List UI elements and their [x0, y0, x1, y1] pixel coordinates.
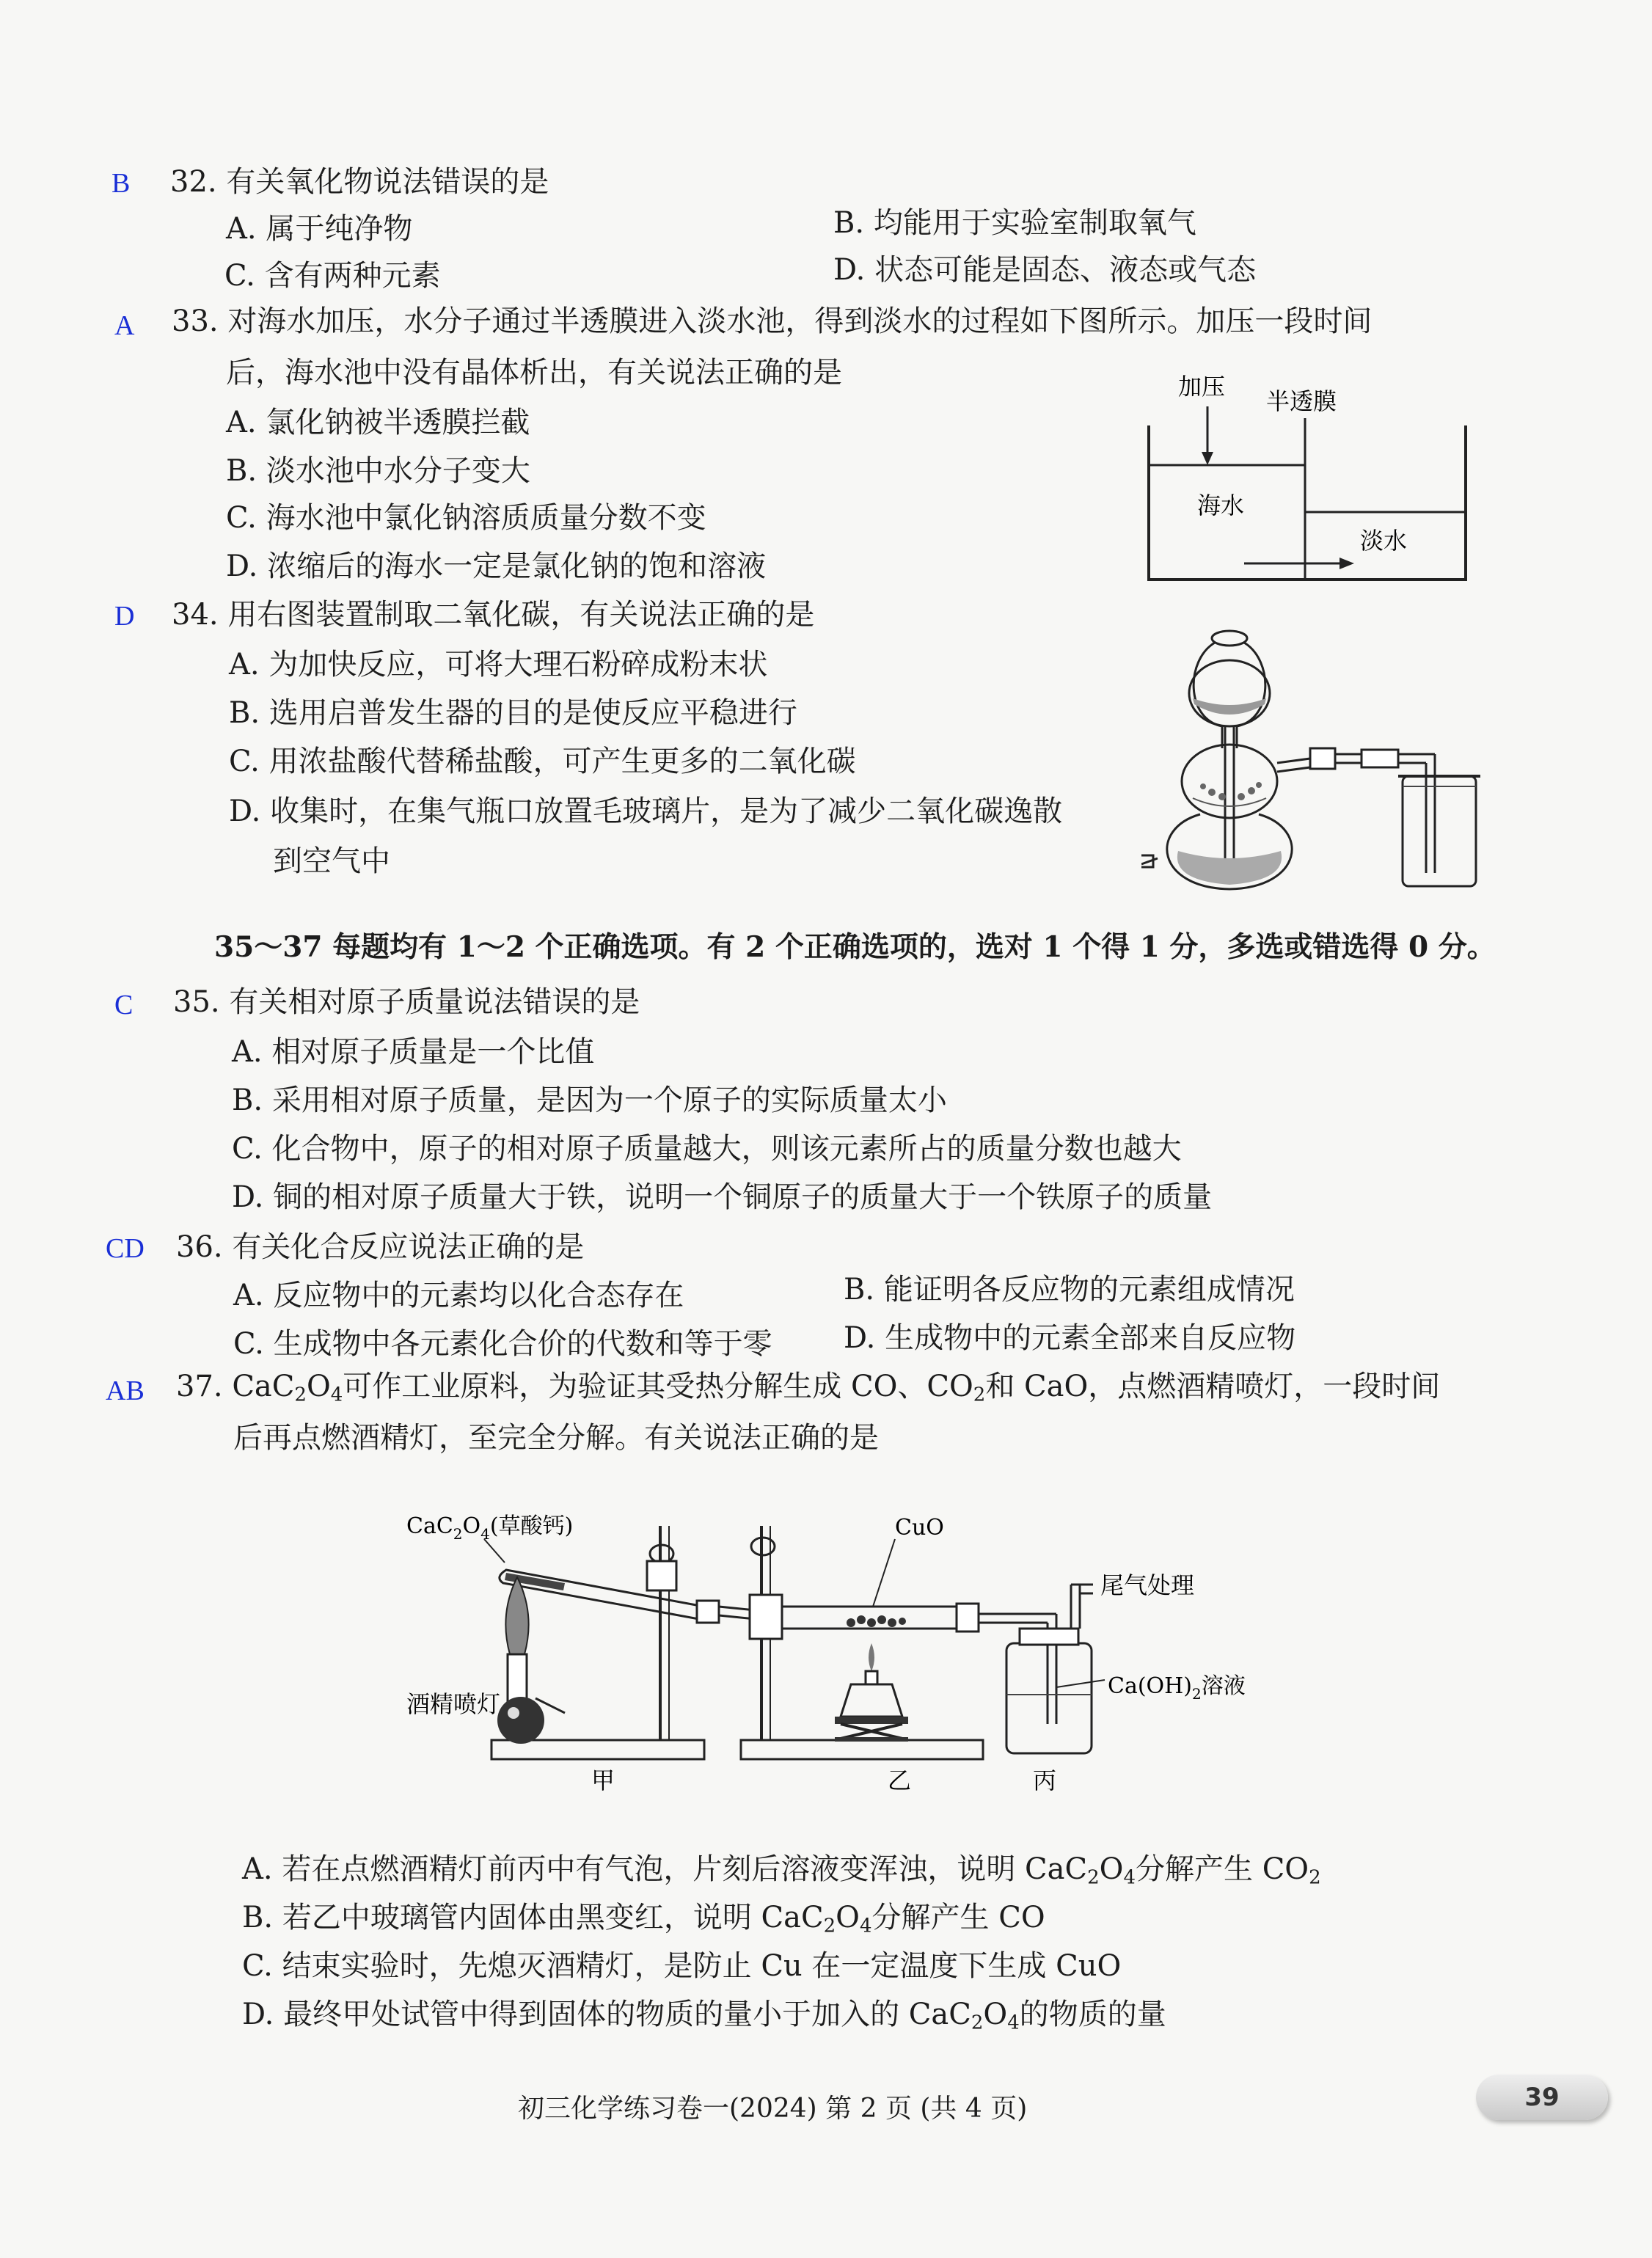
q35-option-d: D. 铜的相对原子质量大于铁，说明一个铜原子的质量大于一个铁原子的质量: [232, 1180, 1213, 1214]
answer-mark-35: C: [114, 990, 134, 1020]
exhaust-label: 尾气处理: [1100, 1571, 1195, 1599]
q34-option-b: B. 选用启普发生器的目的是使反应平稳进行: [229, 696, 797, 730]
answer-mark-32: B: [112, 168, 131, 199]
question-33-stem-line1: 33. 对海水加压，水分子通过半透膜进入淡水池，得到淡水的过程如下图所示。加压一段时间: [172, 304, 1373, 338]
q34-option-c: C. 用浓盐酸代替稀盐酸，可产生更多的二氧化碳: [229, 745, 856, 778]
section-note: 35～37 每题均有 1～2 个正确选项。有 2 个正确选项的，选对 1 个得 1 分，多选或错选得 0 分。: [214, 930, 1496, 964]
question-37-stem-line1: 37. $CaC_2O_4$可作工业原料，为验证其受热分解生成 CO、$CO_2$和 CaO，点燃酒精喷灯，一段时间: [176, 1370, 1441, 1406]
q34-option-d: D. 收集时，在集气瓶口放置毛玻璃片，是为了减少二氧化碳逸散: [229, 794, 1063, 828]
q33-option-d: D. 浓缩后的海水一定是氯化钠的饱和溶液: [226, 549, 767, 583]
cuo-label: CuO: [895, 1515, 944, 1541]
burner-label: 酒精喷灯: [406, 1690, 501, 1718]
answer-mark-33: A: [114, 310, 135, 341]
freshwater-label: 淡水: [1360, 527, 1408, 555]
q36-option-b: B. 能证明各反应物的元素组成情况: [844, 1273, 1295, 1307]
reactant-label: $CaC_2O_4$(草酸钙): [406, 1513, 574, 1543]
q32-option-b: B. 均能用于实验室制取氧气: [833, 206, 1196, 240]
page-number-badge: 39: [1476, 2075, 1608, 2120]
q36-option-d: D. 生成物中的元素全部来自反应物: [844, 1321, 1296, 1355]
answer-mark-37: AB: [106, 1375, 145, 1406]
answer-mark-34: D: [114, 601, 135, 632]
limewater-label: $Ca(OH)_2$溶液: [1108, 1673, 1246, 1703]
q36-option-a: A. 反应物中的元素均以化合态存在: [233, 1279, 684, 1312]
question-37-stem-line2: 后再点燃酒精灯，至完全分解。有关说法正确的是: [233, 1421, 879, 1455]
q34-option-d-cont: 到空气中: [273, 844, 390, 878]
q32-option-a: A. 属于纯净物: [226, 212, 413, 246]
q35-option-b: B. 采用相对原子质量，是因为一个原子的实际质量太小: [232, 1084, 947, 1117]
label-jia: 甲: [591, 1766, 615, 1794]
pressure-label: 加压: [1178, 373, 1226, 401]
q37-option-b: B. 若乙中玻璃管内固体由黑变红，说明 $CaC_2O_4$分解产生 CO: [242, 1901, 1045, 1937]
q37-option-a: A. 若在点燃酒精灯前丙中有气泡，片刻后溶液变浑浊，说明 $CaC_2O_4$分解产生 $CO_2$: [242, 1852, 1321, 1889]
page-footer: 初三化学练习卷一(2024) 第 2 页 (共 4 页): [518, 2094, 1028, 2124]
q32-option-d: D. 状态可能是固态、液态或气态: [833, 253, 1257, 287]
q33-option-c: C. 海水池中氯化钠溶质质量分数不变: [226, 501, 706, 535]
decomposition-apparatus-diagram: [396, 1497, 1247, 1805]
q35-option-c: C. 化合物中，原子的相对原子质量越大，则该元素所占的质量分数也越大: [232, 1132, 1182, 1166]
membrane-label: 半透膜: [1266, 387, 1337, 415]
q34-option-a: A. 为加快反应，可将大理石粉碎成粉末状: [229, 648, 768, 682]
q37-option-d: D. 最终甲处试管中得到固体的物质的量小于加入的 $CaC_2O_4$的物质的量: [242, 1998, 1166, 2034]
question-33-stem-line2: 后，海水池中没有晶体析出，有关说法正确的是: [226, 356, 842, 390]
seawater-label: 海水: [1197, 492, 1245, 519]
osmosis-diagram: [1141, 367, 1472, 587]
label-yi: 乙: [888, 1766, 912, 1794]
answer-mark-36: CD: [106, 1233, 145, 1264]
question-35-stem: 35. 有关相对原子质量说法错误的是: [173, 985, 640, 1019]
question-34-stem: 34. 用右图装置制取二氧化碳，有关说法正确的是: [172, 598, 815, 632]
q32-option-c: C. 含有两种元素: [224, 259, 441, 293]
label-bing: 丙: [1033, 1766, 1057, 1794]
kipp-apparatus-diagram: [1141, 616, 1486, 895]
q35-option-a: A. 相对原子质量是一个比值: [232, 1035, 595, 1069]
q36-option-c: C. 生成物中各元素化合价的代数和等于零: [233, 1327, 772, 1361]
q33-option-a: A. 氯化钠被半透膜拦截: [226, 406, 530, 439]
question-36-stem: 36. 有关化合反应说法正确的是: [176, 1230, 585, 1264]
q37-option-c: C. 结束实验时，先熄灭酒精灯，是防止 Cu 在一定温度下生成 CuO: [242, 1949, 1122, 1983]
q33-option-b: B. 淡水池中水分子变大: [226, 454, 530, 488]
question-32-stem: 32. 有关氧化物说法错误的是: [170, 165, 549, 199]
